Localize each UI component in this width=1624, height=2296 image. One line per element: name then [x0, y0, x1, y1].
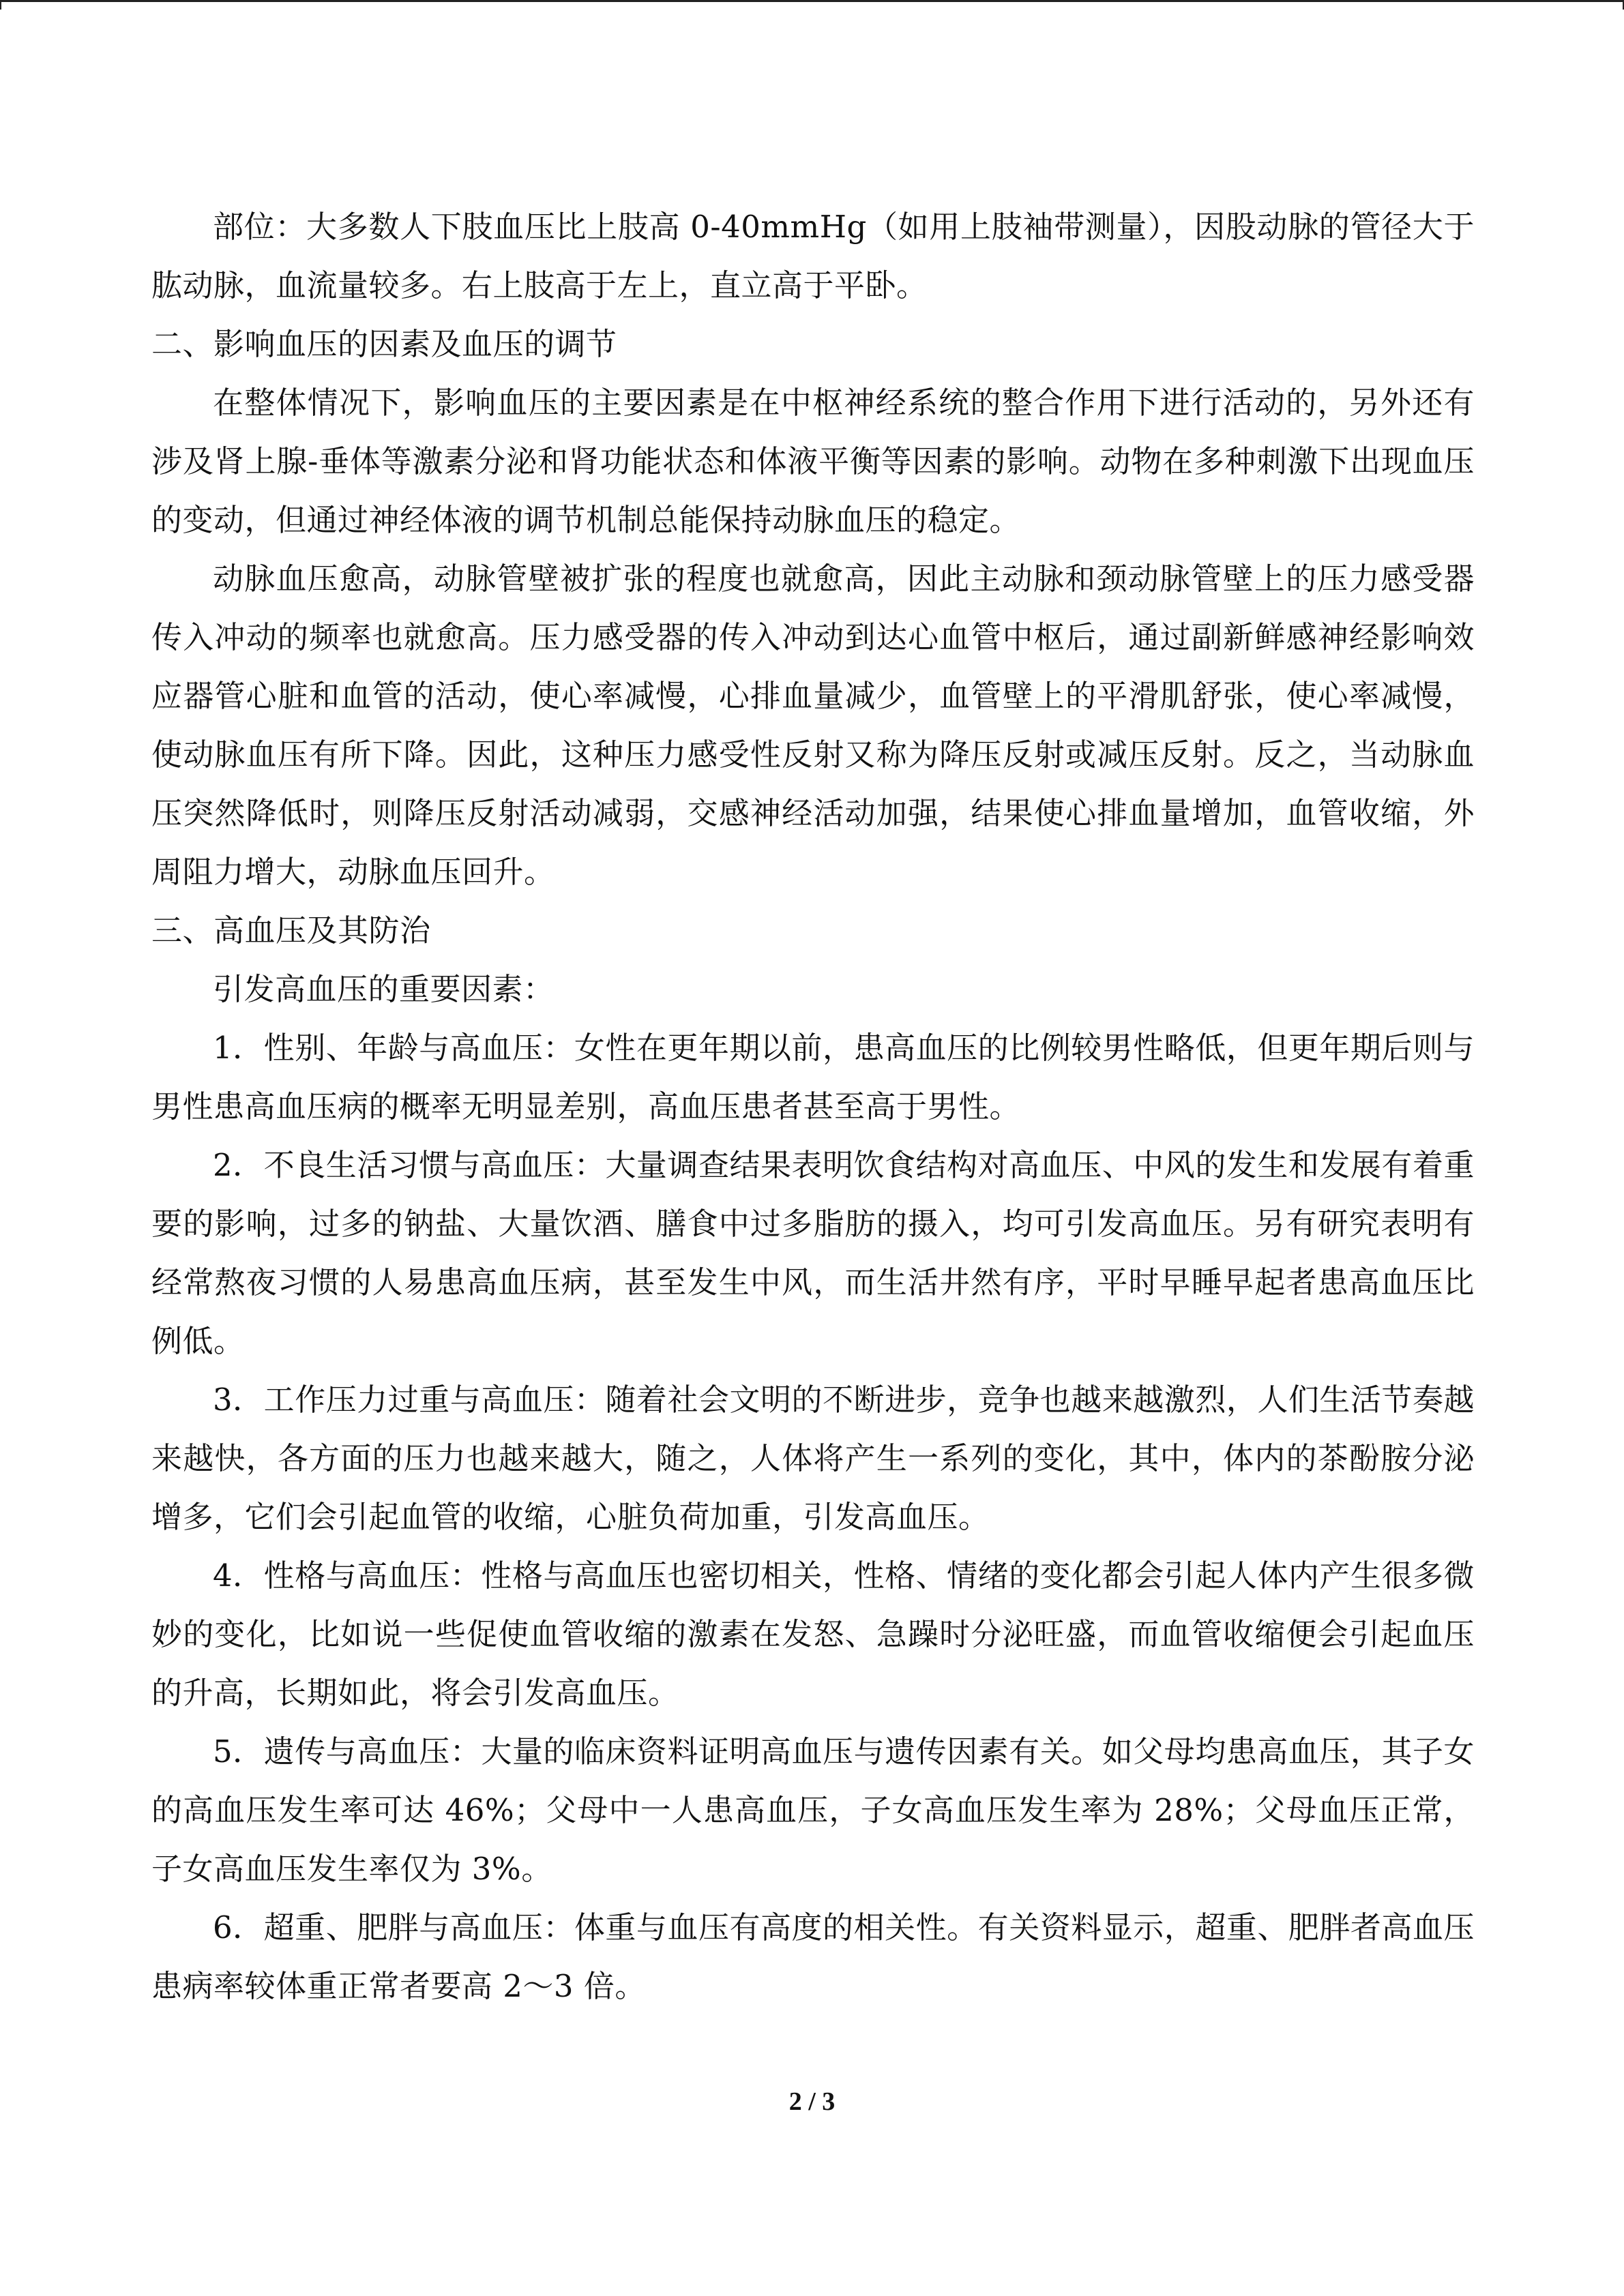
list-item-obesity: 6．超重、肥胖与高血压：体重与血压有高度的相关性。有关资料显示，超重、肥胖者高血压患病率较体重正常者要高 2～3 倍。	[151, 1909, 1475, 2004]
page-left-corner	[0, 0, 1, 10]
list-item-work-pressure: 3．工作压力过重与高血压：随着社会文明的不断进步，竞争也越来越激烈，人们生活节奏越来越快，各方面的压力也越来越大，随之，人体将产生一系列的变化，其中，体内的茶酚胺分泌增多，它们会引起血管的收缩，心脏负荷加重，引发高血压。	[151, 1382, 1475, 1535]
page-number: 2 / 3	[788, 2087, 836, 2116]
list-item-heredity: 5．遗传与高血压：大量的临床资料证明高血压与遗传因素有关。如父母均患高血压，其子女的高血压发生率可达 46%；父母中一人患高血压，子女高血压发生率为 28%；父母血压正常，子女高血压发生率仅为 3%。	[151, 1733, 1475, 1887]
paragraph-intro-factors: 引发高血压的重要因素：	[213, 971, 555, 1007]
page-top-border	[0, 0, 1624, 2]
paragraph-overall-factors: 在整体情况下，影响血压的主要因素是在中枢神经系统的整合作用下进行活动的，另外还有涉及肾上腺-垂体等激素分泌和肾功能状态和体液平衡等因素的影响。动物在多种刺激下出现血压的变动，但通过神经体液的调节机制总能保持动脉血压的稳定。	[151, 385, 1475, 538]
list-item-personality: 4．性格与高血压：性格与高血压也密切相关，性格、情绪的变化都会引起人体内产生很多微妙的变化，比如说一些促使血管收缩的激素在发怒、急躁时分泌旺盛，而血管收缩便会引起血压的升高，长期如此，将会引发高血压。	[151, 1557, 1475, 1711]
list-item-lifestyle: 2．不良生活习惯与高血压：大量调查结果表明饮食结构对高血压、中风的发生和发展有着重要的影响，过多的钠盐、大量饮酒、膳食中过多脂肪的摄入，均可引发高血压。另有研究表明有经常熬夜习惯的人易患高血压病，甚至发生中风，而生活井然有序，平时早睡早起者患高血压比例低。	[151, 1147, 1475, 1359]
section-heading-2: 二、影响血压的因素及血压的调节	[151, 326, 617, 362]
paragraph-location: 部位：大多数人下肢血压比上肢高 0-40mmHg（如用上肢袖带测量），因股动脉的管径大于肱动脉，血流量较多。右上肢高于左上，直立高于平卧。	[151, 209, 1475, 303]
paragraph-baroreflex: 动脉血压愈高，动脉管壁被扩张的程度也就愈高，因此主动脉和颈动脉管壁上的压力感受器传入冲动的频率也就愈高。压力感受器的传入冲动到达心血管中枢后，通过副新鲜感神经影响效应器管心脏和血管的活动，使心率减慢，心排血量减少，血管壁上的平滑肌舒张，使心率减慢，使动脉血压有所下降。因此，这种压力感受性反射又称为降压反射或减压反射。反之，当动脉血压突然降低时，则降压反射活动减弱，交感神经活动加强，结果使心排血量增加，血管收缩，外周阻力增大，动脉血压回升。	[151, 561, 1475, 890]
list-item-gender-age: 1．性别、年龄与高血压：女性在更年期以前，患高血压的比例较男性略低，但更年期后则与男性患高血压病的概率无明显差别，高血压患者甚至高于男性。	[151, 1030, 1475, 1124]
document-body	[151, 198, 1475, 2016]
section-heading-3: 三、高血压及其防治	[151, 912, 431, 949]
